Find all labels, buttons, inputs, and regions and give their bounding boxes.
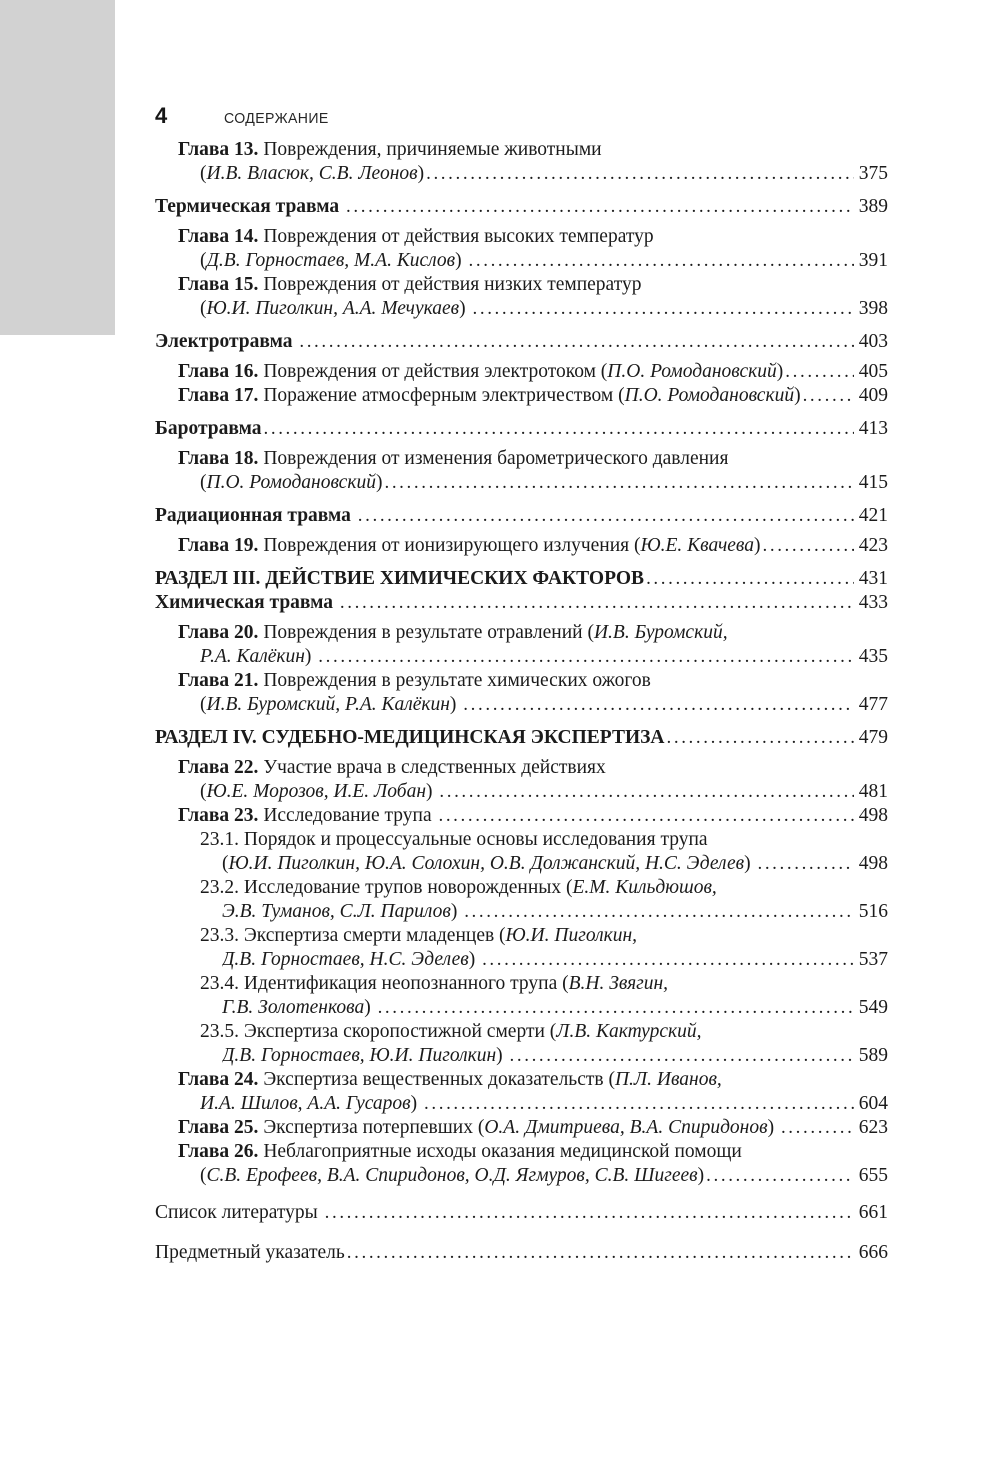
author-names: П.Л. Иванов, bbox=[614, 1069, 722, 1090]
dot-leader bbox=[781, 1116, 854, 1140]
toc-entry-chapter bbox=[155, 669, 888, 717]
author-names: Ю.И. Пиголкин, Ю.А. Солохин, О.В. Должанский, Н.С. Эделев bbox=[228, 853, 745, 874]
entry-label: Глава 25. bbox=[178, 1117, 259, 1138]
toc-line bbox=[155, 828, 888, 852]
entry-title bbox=[333, 592, 338, 613]
toc-line bbox=[155, 1140, 888, 1164]
author-names: П.О. Ромодановский bbox=[206, 472, 376, 493]
page-number: 666 bbox=[858, 1242, 888, 1263]
page-number: 409 bbox=[858, 385, 888, 406]
entry-title: Экспертиза вещественных доказательств ( bbox=[258, 1069, 615, 1090]
entry-label: Глава 21. bbox=[178, 670, 259, 691]
entry-title: ) bbox=[417, 163, 425, 184]
entry-label: РАЗДЕЛ III. ДЕЙСТВИЕ ХИМИЧЕСКИХ ФАКТОРОВ bbox=[155, 568, 645, 589]
toc-line bbox=[155, 162, 888, 186]
toc-text bbox=[178, 804, 436, 828]
dot-leader bbox=[325, 1201, 854, 1225]
toc-entry-chapter bbox=[155, 1140, 888, 1188]
toc-entry-chapter bbox=[155, 756, 888, 804]
toc-line bbox=[155, 534, 888, 558]
author-names: Е.М. Кильдюшов, bbox=[572, 877, 717, 898]
page-number: 389 bbox=[858, 196, 888, 217]
toc-line bbox=[155, 1068, 888, 1092]
toc-entry-chapter bbox=[155, 804, 888, 828]
dot-leader bbox=[340, 591, 854, 615]
author-names: Д.В. Горностаев, М.А. Кислов bbox=[206, 250, 456, 271]
entry-title: Повреждения от действия низких температур bbox=[258, 274, 642, 295]
toc-text bbox=[200, 828, 708, 852]
toc-text bbox=[178, 447, 728, 471]
author-names: Ю.Е. Морозов, И.Е. Лобан bbox=[206, 781, 426, 802]
toc-entry-chapter bbox=[155, 1068, 888, 1116]
author-names: О.А. Дмитриева, В.А. Спиридонов bbox=[484, 1117, 768, 1138]
page-number: 403 bbox=[858, 331, 888, 352]
dot-leader bbox=[646, 567, 854, 591]
entry-title: ( bbox=[222, 853, 229, 874]
entry-title: ) bbox=[767, 1117, 779, 1138]
entry-title: Список литературы bbox=[155, 1202, 323, 1223]
toc-text bbox=[155, 726, 665, 750]
page-number: 477 bbox=[858, 694, 888, 715]
toc-text bbox=[155, 1241, 345, 1265]
author-names: Л.В. Кактурский, bbox=[556, 1021, 702, 1042]
toc-line bbox=[155, 1044, 888, 1068]
toc-entry-section bbox=[155, 591, 888, 615]
toc-entry-subchapter bbox=[155, 876, 888, 924]
dot-leader bbox=[510, 1044, 854, 1068]
toc-text bbox=[222, 948, 480, 972]
toc-text bbox=[178, 534, 761, 558]
table-of-contents bbox=[155, 138, 888, 1265]
author-names: Р.А. Калёкин bbox=[200, 646, 305, 667]
entry-title bbox=[292, 331, 297, 352]
dot-leader bbox=[299, 330, 853, 354]
toc-text bbox=[155, 1201, 323, 1225]
entry-label: Баротравма bbox=[155, 418, 262, 439]
toc-line bbox=[155, 948, 888, 972]
entry-title: ) bbox=[744, 853, 756, 874]
toc-text bbox=[155, 567, 644, 591]
entry-title: ( bbox=[200, 781, 207, 802]
entry-title: ) bbox=[459, 298, 471, 319]
entry-title: Исследование трупа bbox=[258, 805, 437, 826]
entry-title: ( bbox=[200, 1165, 207, 1186]
page-number: 479 bbox=[858, 727, 888, 748]
toc-line bbox=[155, 417, 888, 441]
author-names: Ю.И. Пиголкин, bbox=[505, 925, 638, 946]
dot-leader bbox=[318, 645, 853, 669]
entry-title: Повреждения от изменения барометрического давления bbox=[258, 448, 729, 469]
toc-line bbox=[155, 1116, 888, 1140]
dot-leader bbox=[439, 780, 853, 804]
toc-entry-chapter bbox=[155, 273, 888, 321]
toc-text bbox=[200, 1020, 701, 1044]
toc-text bbox=[200, 1092, 422, 1116]
page-number: 498 bbox=[858, 805, 888, 826]
entry-label: Глава 20. bbox=[178, 622, 259, 643]
author-names: В.Н. Звягин, bbox=[568, 973, 669, 994]
toc-text bbox=[222, 900, 462, 924]
page-header bbox=[155, 104, 336, 128]
dot-leader bbox=[763, 534, 854, 558]
entry-title: 23.1. Порядок и процессуальные основы исследования трупа bbox=[200, 829, 708, 850]
entry-label: Термическая травма bbox=[155, 196, 340, 217]
entry-label: Глава 13. bbox=[178, 139, 259, 160]
toc-entry-chapter bbox=[155, 534, 888, 558]
entry-title: ) bbox=[776, 361, 784, 382]
toc-entry-chapter bbox=[155, 360, 888, 384]
toc-text bbox=[200, 162, 424, 186]
dot-leader bbox=[378, 996, 854, 1020]
entry-label: Глава 22. bbox=[178, 757, 259, 778]
toc-line bbox=[155, 669, 888, 693]
author-names: Д.В. Горностаев, Н.С. Эделев bbox=[222, 949, 469, 970]
toc-text bbox=[200, 693, 461, 717]
toc-line bbox=[155, 138, 888, 162]
page-number: 589 bbox=[858, 1045, 888, 1066]
toc-text bbox=[178, 621, 728, 645]
toc-line bbox=[155, 195, 888, 219]
entry-title: Предметный указатель bbox=[155, 1242, 345, 1263]
dot-leader bbox=[424, 1092, 854, 1116]
page-number: 413 bbox=[858, 418, 888, 439]
toc-line bbox=[155, 249, 888, 273]
entry-label: Глава 26. bbox=[178, 1141, 259, 1162]
toc-line bbox=[155, 567, 888, 591]
dot-leader bbox=[346, 195, 854, 219]
entry-title: ) bbox=[455, 250, 467, 271]
entry-label: Глава 17. bbox=[178, 385, 259, 406]
dot-leader bbox=[464, 900, 854, 924]
toc-entry-subchapter bbox=[155, 828, 888, 876]
entry-title: Экспертиза потерпевших ( bbox=[258, 1117, 485, 1138]
running-head-title: СОДЕРЖАНИЕ bbox=[224, 110, 329, 127]
toc-line bbox=[155, 447, 888, 471]
entry-label: Глава 16. bbox=[178, 361, 259, 382]
entry-title: 23.4. Идентификация неопознанного трупа ( bbox=[200, 973, 569, 994]
dot-leader bbox=[463, 693, 853, 717]
cover-gray-block bbox=[0, 0, 115, 335]
toc-entry-backmatter bbox=[155, 1201, 888, 1225]
page-number: 604 bbox=[858, 1093, 888, 1114]
entry-label: Электротравма bbox=[155, 331, 293, 352]
dot-leader bbox=[757, 852, 853, 876]
author-names: Ю.Е. Квачева bbox=[640, 535, 754, 556]
toc-line bbox=[155, 330, 888, 354]
entry-title: ) bbox=[468, 949, 481, 970]
entry-title bbox=[351, 505, 356, 526]
dot-leader bbox=[706, 1164, 854, 1188]
entry-title: Поражение атмосферным электричеством ( bbox=[258, 385, 625, 406]
entry-label: Глава 18. bbox=[178, 448, 259, 469]
toc-text bbox=[178, 225, 654, 249]
author-names: Д.В. Горностаев, Ю.И. Пиголкин bbox=[222, 1045, 497, 1066]
toc-line bbox=[155, 756, 888, 780]
author-names: П.О. Ромодановский bbox=[607, 361, 777, 382]
toc-text bbox=[178, 138, 602, 162]
entry-label: Глава 23. bbox=[178, 805, 259, 826]
author-names: П.О. Ромодановский bbox=[624, 385, 795, 406]
author-names: И.В. Буромский, bbox=[593, 622, 728, 643]
dot-leader bbox=[264, 417, 854, 441]
toc-entry-backmatter bbox=[155, 1241, 888, 1265]
page-number: 391 bbox=[858, 250, 888, 271]
toc-text bbox=[178, 1068, 722, 1092]
toc-text bbox=[155, 195, 344, 219]
author-names: Ю.И. Пиголкин, А.А. Мечукаев bbox=[206, 298, 460, 319]
toc-line bbox=[155, 225, 888, 249]
toc-line bbox=[155, 804, 888, 828]
toc-line bbox=[155, 297, 888, 321]
entry-label: Глава 14. bbox=[178, 226, 259, 247]
page-number: 516 bbox=[858, 901, 888, 922]
entry-title: ) bbox=[304, 646, 317, 667]
entry-title bbox=[339, 196, 344, 217]
entry-title: ) bbox=[697, 1165, 705, 1186]
toc-text bbox=[178, 1116, 779, 1140]
dot-leader bbox=[667, 726, 854, 750]
dot-leader bbox=[347, 1241, 854, 1265]
toc-text bbox=[155, 330, 297, 354]
entry-title: Повреждения от ионизирующего излучения ( bbox=[258, 535, 641, 556]
page-number: 661 bbox=[858, 1202, 888, 1223]
toc-entry-razdel bbox=[155, 726, 888, 750]
toc-text bbox=[178, 273, 641, 297]
entry-title: ( bbox=[200, 250, 207, 271]
toc-entry-chapter bbox=[155, 225, 888, 273]
entry-label: Радиационная травма bbox=[155, 505, 351, 526]
toc-entry-section bbox=[155, 330, 888, 354]
dot-leader bbox=[384, 471, 853, 495]
entry-label: РАЗДЕЛ IV. СУДЕБНО-МЕДИЦИНСКАЯ ЭКСПЕРТИЗА bbox=[155, 727, 665, 748]
toc-line bbox=[155, 852, 888, 876]
entry-title: Повреждения, причиняемые животными bbox=[258, 139, 602, 160]
toc-text bbox=[178, 1140, 742, 1164]
dot-leader bbox=[785, 360, 853, 384]
toc-line bbox=[155, 876, 888, 900]
toc-text bbox=[178, 756, 606, 780]
toc-text bbox=[222, 996, 376, 1020]
page-number: 405 bbox=[858, 361, 888, 382]
toc-text bbox=[200, 297, 471, 321]
entry-label: Глава 15. bbox=[178, 274, 259, 295]
entry-title: ) bbox=[496, 1045, 508, 1066]
toc-line bbox=[155, 1241, 888, 1265]
entry-title: Повреждения в результате химических ожогов bbox=[258, 670, 651, 691]
toc-line bbox=[155, 693, 888, 717]
page-number: 433 bbox=[858, 592, 888, 613]
entry-title: Повреждения от действия высоких температур bbox=[258, 226, 654, 247]
entry-title: ) bbox=[794, 385, 801, 406]
entry-title: ( bbox=[200, 163, 207, 184]
toc-text bbox=[178, 360, 783, 384]
toc-entry-subchapter bbox=[155, 1020, 888, 1068]
toc-line bbox=[155, 591, 888, 615]
toc-line bbox=[155, 1201, 888, 1225]
toc-line bbox=[155, 996, 888, 1020]
page-number: 421 bbox=[858, 505, 888, 526]
toc-entry-razdel bbox=[155, 567, 888, 591]
toc-entry-subchapter bbox=[155, 924, 888, 972]
entry-title: Неблагоприятные исходы оказания медицинской помощи bbox=[258, 1141, 742, 1162]
author-names: И.А. Шилов, А.А. Гусаров bbox=[200, 1093, 411, 1114]
page-number: 435 bbox=[858, 646, 888, 667]
entry-title: Участие врача в следственных действиях bbox=[258, 757, 606, 778]
toc-line bbox=[155, 1092, 888, 1116]
toc-entry-section bbox=[155, 417, 888, 441]
author-names: С.В. Ерофеев, В.А. Спиридонов, О.Д. Ягмуров, С.В. Шигеев bbox=[206, 1165, 698, 1186]
toc-line bbox=[155, 780, 888, 804]
page-number: 415 bbox=[858, 472, 888, 493]
entry-title: 23.5. Экспертиза скоропостижной смерти ( bbox=[200, 1021, 557, 1042]
entry-label: Глава 19. bbox=[178, 535, 259, 556]
toc-line bbox=[155, 924, 888, 948]
toc-entry-chapter bbox=[155, 384, 888, 408]
toc-text bbox=[200, 645, 316, 669]
entry-title: 23.3. Экспертиза смерти младенцев ( bbox=[200, 925, 506, 946]
dot-leader bbox=[426, 162, 854, 186]
entry-title: ) bbox=[450, 901, 463, 922]
page-number: 498 bbox=[858, 853, 888, 874]
entry-label: Глава 24. bbox=[178, 1069, 259, 1090]
toc-line bbox=[155, 726, 888, 750]
dot-leader bbox=[438, 804, 853, 828]
toc-text bbox=[200, 1164, 704, 1188]
toc-line bbox=[155, 273, 888, 297]
entry-title: ) bbox=[375, 472, 383, 493]
dot-leader bbox=[358, 504, 854, 528]
toc-line bbox=[155, 471, 888, 495]
page-number: 398 bbox=[858, 298, 888, 319]
toc-line bbox=[155, 360, 888, 384]
entry-title: ) bbox=[449, 694, 462, 715]
toc-text bbox=[200, 249, 467, 273]
page-number: 537 bbox=[858, 949, 888, 970]
author-names: И.В. Власюк, С.В. Леонов bbox=[206, 163, 418, 184]
entry-label: Химическая травма bbox=[155, 592, 334, 613]
page-number: 431 bbox=[858, 568, 888, 589]
entry-title: ( bbox=[200, 298, 207, 319]
toc-entries bbox=[155, 138, 888, 1265]
entry-title: 23.2. Исследование трупов новорожденных ( bbox=[200, 877, 573, 898]
toc-line bbox=[155, 900, 888, 924]
toc-line bbox=[155, 1164, 888, 1188]
toc-entry-chapter bbox=[155, 447, 888, 495]
toc-text bbox=[222, 852, 755, 876]
toc-entry-chapter bbox=[155, 621, 888, 669]
toc-entry-chapter bbox=[155, 138, 888, 186]
page-number: 375 bbox=[858, 163, 888, 184]
entry-title: Повреждения от действия электротоком ( bbox=[258, 361, 608, 382]
folio-page-number: 4 bbox=[155, 103, 168, 128]
toc-text bbox=[200, 924, 637, 948]
toc-line bbox=[155, 972, 888, 996]
entry-title: ) bbox=[426, 781, 438, 802]
author-names: Г.В. Золотенкова bbox=[222, 997, 365, 1018]
toc-line bbox=[155, 504, 888, 528]
page-number: 655 bbox=[858, 1165, 888, 1186]
toc-text bbox=[178, 669, 651, 693]
page-number: 623 bbox=[858, 1117, 888, 1138]
entry-title: ( bbox=[200, 472, 207, 493]
toc-line bbox=[155, 1020, 888, 1044]
toc-entry-section bbox=[155, 195, 888, 219]
toc-entry-chapter bbox=[155, 1116, 888, 1140]
toc-text bbox=[155, 417, 262, 441]
author-names: Э.В. Туманов, С.Л. Парилов bbox=[222, 901, 451, 922]
toc-text bbox=[178, 384, 801, 408]
toc-line bbox=[155, 645, 888, 669]
toc-text bbox=[200, 876, 717, 900]
toc-text bbox=[155, 591, 338, 615]
toc-entry-section bbox=[155, 504, 888, 528]
toc-text bbox=[155, 504, 356, 528]
toc-text bbox=[222, 1044, 508, 1068]
dot-leader bbox=[482, 948, 854, 972]
entry-title: ) bbox=[364, 997, 376, 1018]
toc-entry-subchapter bbox=[155, 972, 888, 1020]
dot-leader bbox=[469, 249, 854, 273]
toc-text bbox=[200, 471, 382, 495]
toc-text bbox=[200, 972, 668, 996]
entry-title: ) bbox=[754, 535, 761, 556]
entry-title: ) bbox=[410, 1093, 423, 1114]
page-number: 549 bbox=[858, 997, 888, 1018]
page-number: 481 bbox=[858, 781, 888, 802]
toc-line bbox=[155, 384, 888, 408]
dot-leader bbox=[803, 384, 854, 408]
entry-title: Повреждения в результате отравлений ( bbox=[258, 622, 594, 643]
toc-text bbox=[200, 780, 437, 804]
toc-line bbox=[155, 621, 888, 645]
author-names: И.В. Буромский, Р.А. Калёкин bbox=[206, 694, 450, 715]
page-number: 423 bbox=[858, 535, 888, 556]
dot-leader bbox=[473, 297, 854, 321]
entry-title: ( bbox=[200, 694, 207, 715]
